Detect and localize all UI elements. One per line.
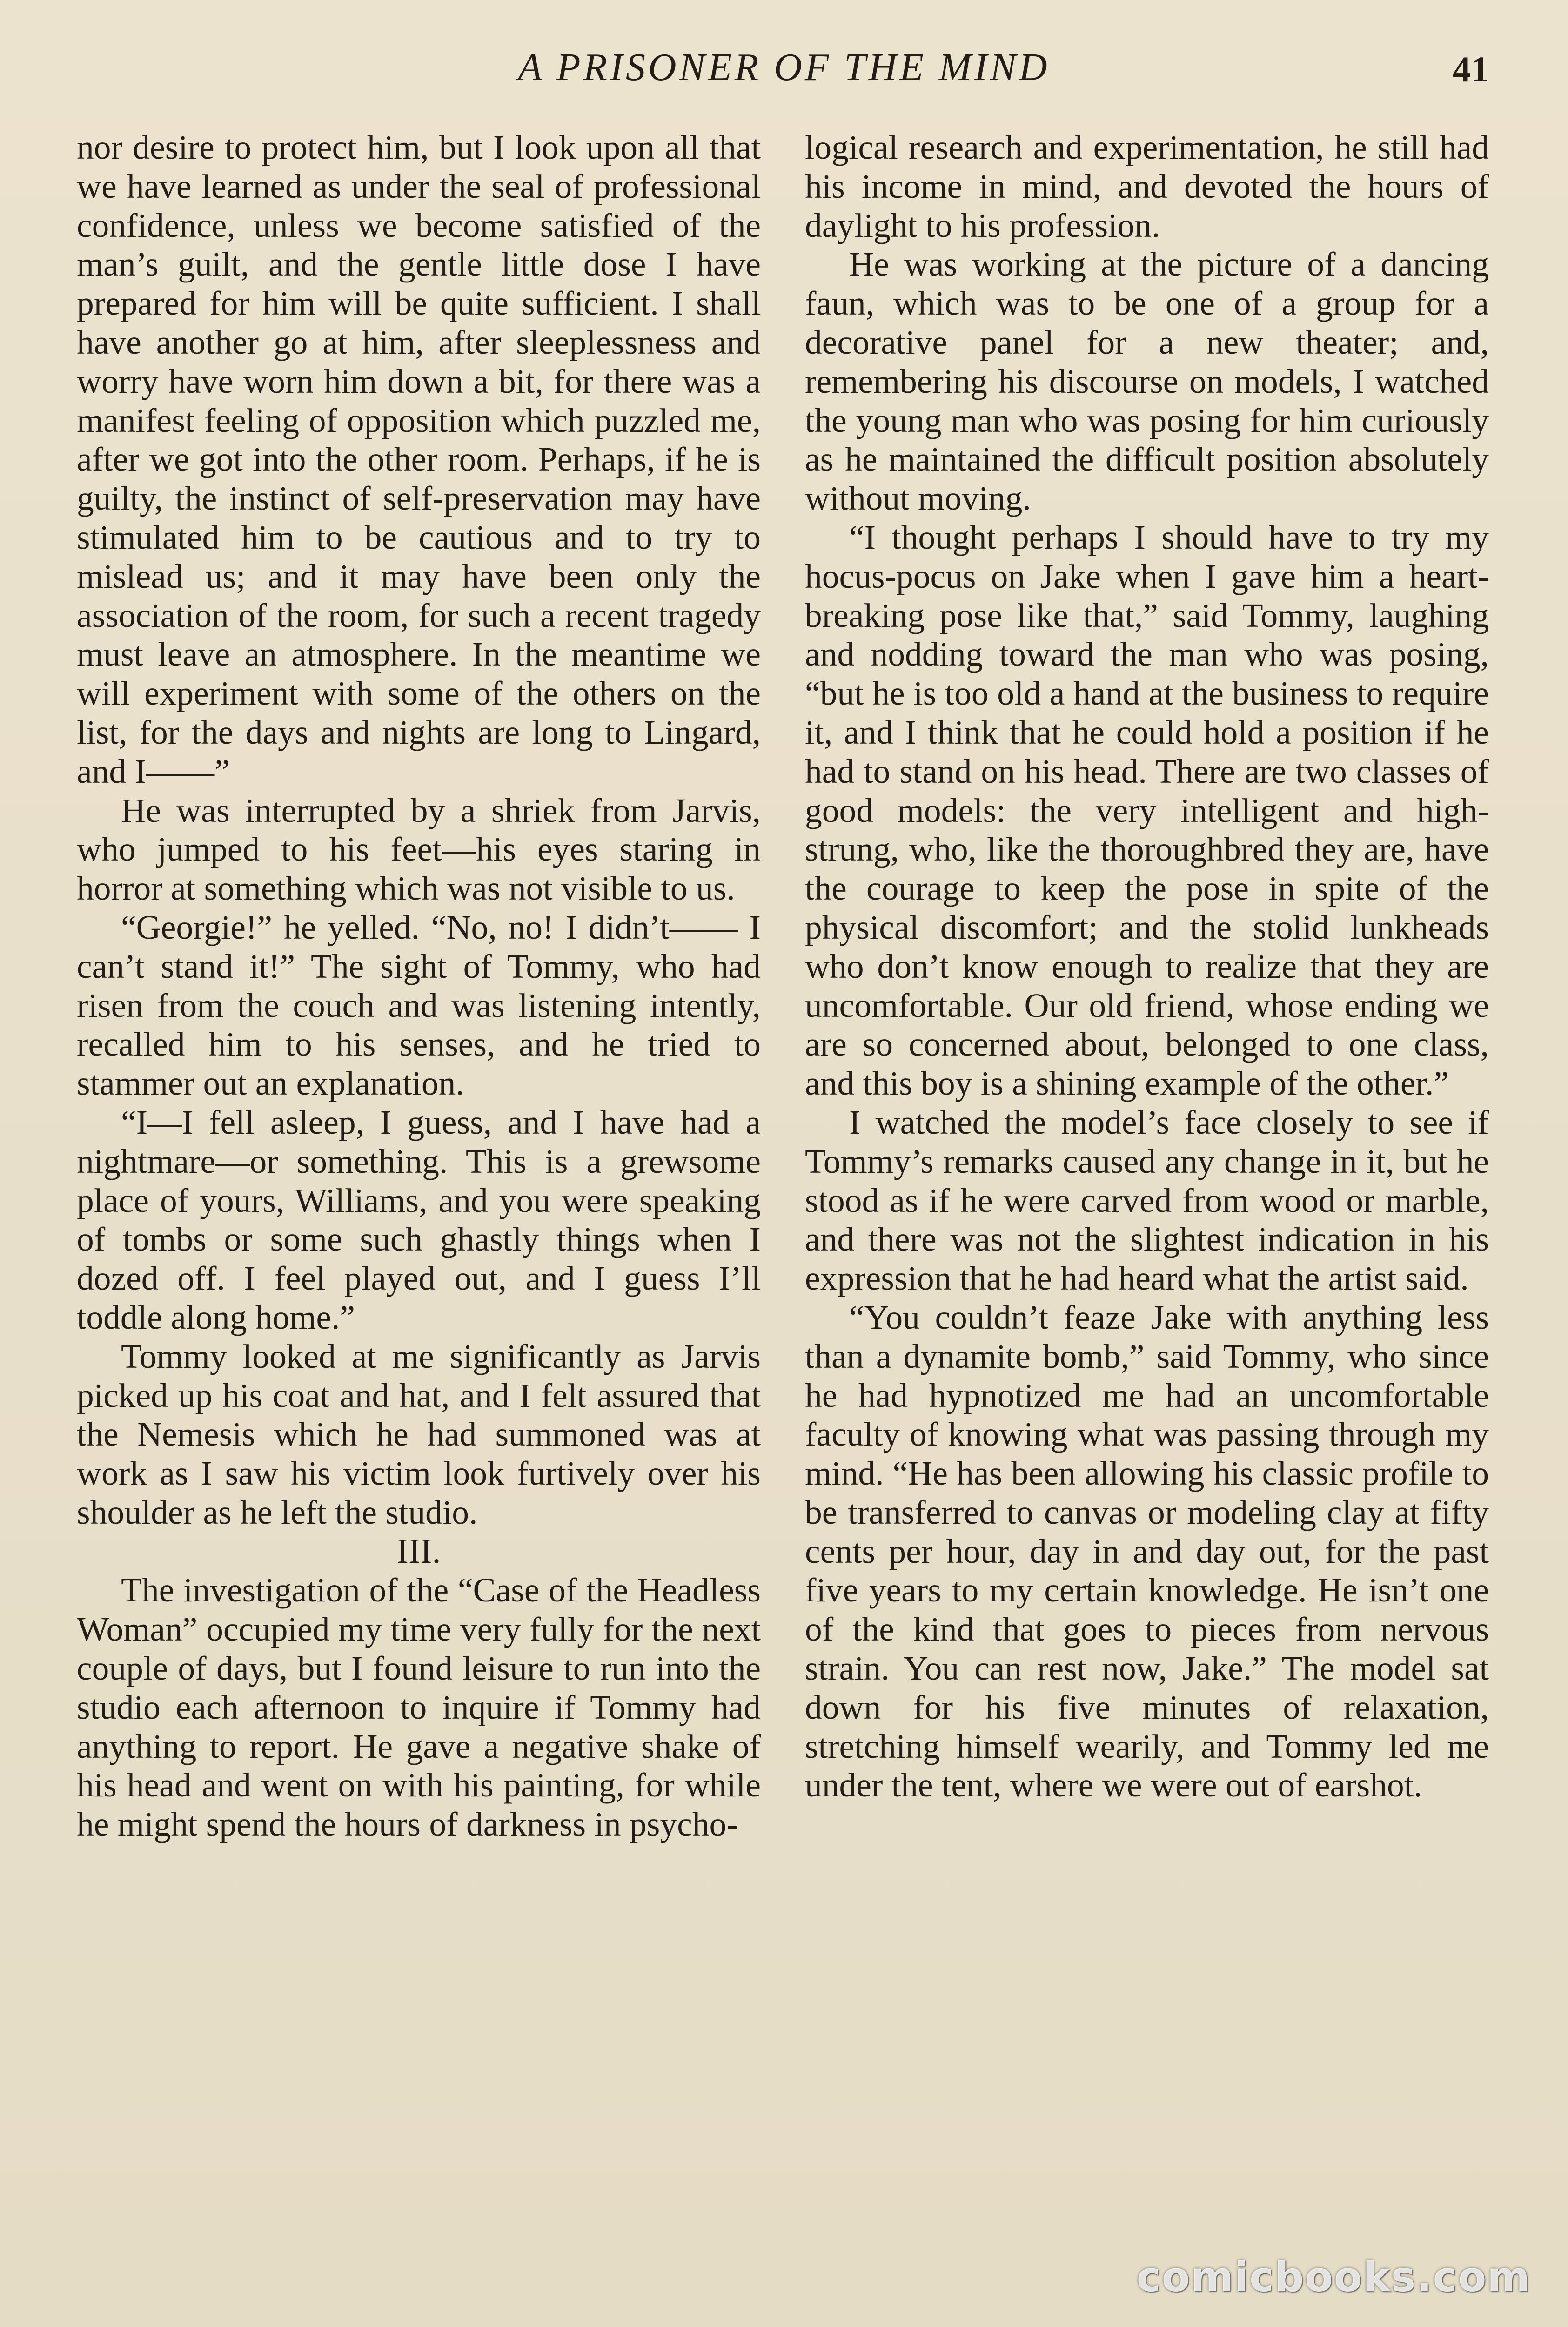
paragraph: Tommy looked at me significantly as Jarvis picked up his coat and hat, and I felt assured that the Nemesis which he had summoned was at work as I saw his victim look furtively over his shoulder as he left the studio. bbox=[77, 1337, 761, 1531]
paragraph: “You couldn’t feaze Jake with anything less than a dynamite bomb,” said Tommy, who since he had hypnotized me had an uncomfortable faculty of knowing what was passing through my mind. “He has been allowing his classic profile to be transferred to canvas or modeling clay at fifty cents per hour, day in and day out, for the past five years to my certain knowledge. He isn’t one of the kind that goes to pieces from nervous strain. You can rest now, Jake.” The model sat down for his five minutes of relaxation, stretching himself wearily, and Tommy led me under the tent, where we were out of earshot. bbox=[805, 1298, 1489, 1804]
paragraph: I watched the model’s face closely to see if Tommy’s remarks caused any change in it, but he stood as if he were carved from wood or marble, and there was not the slightest indication in his expression that he had heard what the artist said. bbox=[805, 1103, 1489, 1298]
paragraph: “Georgie!” he yelled. “No, no! I didn’t—— I can’t stand it!” The sight of Tommy, who had risen from the couch and was listening intently, recalled him to his senses, and he tried to stammer out an explanation. bbox=[77, 908, 761, 1103]
paragraph: “I thought perhaps I should have to try my hocus-pocus on Jake when I gave him a heart-breaking pose like that,” said Tommy, laughing and nodding toward the man who was posing, “but he is too old a hand at the business to require it, and I think that he could hold a position if he had to stand on his head. There are two classes of good models: the very intelligent and high-strung, who, like the thoroughbred they are, have the courage to keep the pose in spite of the physical discomfort; and the stolid lunkheads who don’t know enough to realize that they are uncomfortable. Our old friend, whose ending we are so concerned about, belonged to one class, and this boy is a shining example of the other.” bbox=[805, 518, 1489, 1103]
right-column bbox=[805, 128, 1489, 1805]
watermark: comicbooks.com bbox=[1136, 2253, 1531, 2301]
page-number: 41 bbox=[1453, 49, 1489, 89]
paragraph: nor desire to protect him, but I look upon all that we have learned as under the seal of professional confidence, unless we become satisfied of the man’s guilt, and the gentle little dose I have prepared for him will be quite sufficient. I shall have another go at him, after sleeplessness and worry have worn him down a bit, for there was a manifest feeling of opposition which puzzled me, after we got into the other room. Perhaps, if he is guilty, the instinct of self-preservation may have stimulated him to be cautious and to try to mislead us; and it may have been only the association of the room, for such a recent tragedy must leave an atmosphere. In the meantime we will experiment with some of the others on the list, for the days and nights are long to Lingard, and I——” bbox=[77, 128, 761, 790]
paragraph: The investigation of the “Case of the Headless Woman” occupied my time very fully for the next couple of days, but I found leisure to run into the studio each afternoon to inquire if Tommy had anything to report. He gave a negative shake of his head and went on with his painting, for while he might spend the hours of darkness in psycho- bbox=[77, 1571, 761, 1843]
paragraph: “I—I fell asleep, I guess, and I have had a nightmare—or something. This is a grewsome place of yours, Williams, and you were speaking of tombs or some such ghastly things when I dozed off. I feel played out, and I guess I’ll toddle along home.” bbox=[77, 1103, 761, 1336]
running-head-title: A PRISONER OF THE MIND bbox=[518, 46, 1050, 89]
left-column bbox=[77, 128, 761, 1844]
paragraph: He was interrupted by a shriek from Jarvis, who jumped to his feet—his eyes staring in horror at something which was not visible to us. bbox=[77, 791, 761, 908]
section-number: III. bbox=[396, 1531, 441, 1571]
paragraph: logical research and experimentation, he still had his income in mind, and devoted the hours of daylight to his profession. bbox=[805, 128, 1489, 244]
paragraph: He was working at the picture of a dancing faun, which was to be one of a group for a decorative panel for a new theater; and, remembering his discourse on models, I watched the young man who was posing for him curiously as he maintained the difficult position absolutely without moving. bbox=[805, 245, 1489, 518]
